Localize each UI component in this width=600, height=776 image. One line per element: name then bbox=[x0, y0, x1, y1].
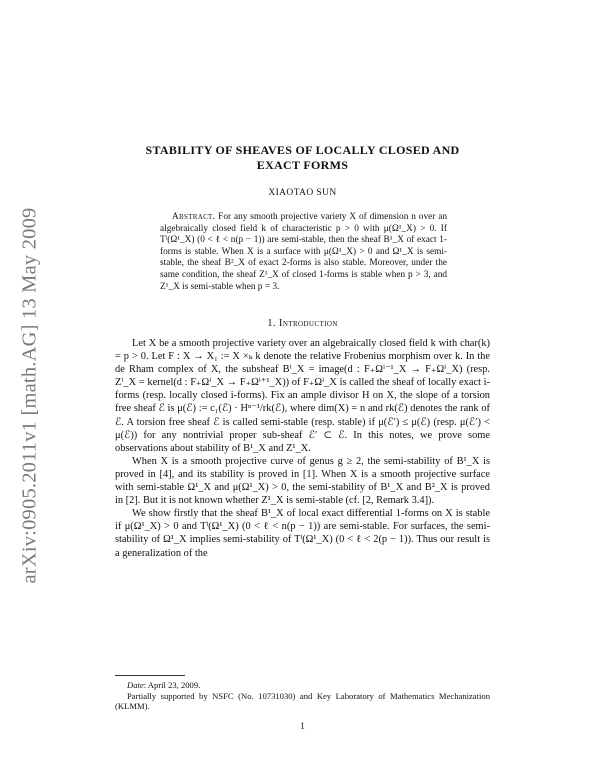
section-number: 1. bbox=[267, 318, 276, 329]
abstract bbox=[160, 212, 447, 293]
footnote-date bbox=[115, 680, 490, 691]
abstract-text: For any smooth projective variety X of dimension n over an algebraically closed field k of characteristic p > 0 with μ(Ω¹_X) > 0. If Tˡ(Ω¹_X) (0 < ℓ < n(p − 1)) are semi-stable, then the sheaf B¹_X of exact 1-forms is stable. When X is a surface with μ(Ω¹_X) > 0 and Ω¹_X is semi-stable, the sheaf B²_X of exact 2-forms is also stable. Moreover, under the same condition, the sheaf Z¹_X of closed 1-forms is stable when p > 3, and Z¹_X is semi-stable when p = 3. bbox=[160, 212, 447, 292]
page-number: 1 bbox=[300, 722, 305, 732]
paper-title-line-2: EXACT FORMS bbox=[256, 158, 349, 172]
paper-title bbox=[115, 143, 490, 173]
footnote-date-label: Date bbox=[127, 680, 144, 690]
paragraph: When X is a smooth projective curve of genus g ≥ 2, the semi-stability of B¹_X is proved in [4], and its stability is proved in [1]. When X is a smooth projective surface with semi-stable Ω¹_X and μ(Ω¹_X) > 0, the semi-stability of B¹_X and B²_X is proved in [2]. But it is not known whether Z¹_X is semi-stable (cf. [2, Remark 3.4]). bbox=[115, 455, 490, 507]
section-title: Introduction bbox=[278, 318, 338, 329]
abstract-label: Abstract. bbox=[172, 212, 216, 222]
section-heading bbox=[115, 318, 490, 329]
arxiv-identifier bbox=[10, 185, 50, 605]
footnote-date-value: : April 23, 2009. bbox=[143, 680, 201, 690]
paper-title-line-1: STABILITY OF SHEAVES OF LOCALLY CLOSED AND bbox=[145, 143, 460, 157]
arxiv-identifier-text: arXiv:0905.2011v1 [math.AG] 13 May 2009 bbox=[18, 207, 41, 583]
author-name: XIAOTAO SUN bbox=[268, 188, 337, 198]
paragraph: We show firstly that the sheaf B¹_X of local exact differential 1-forms on X is stable if μ(Ω¹_X) > 0 and Tˡ(Ω¹_X) (0 < ℓ < n(p − 1)) are semi-stable. For surfaces, the semi-stability of Ω¹_X implies semi-stability of Tˡ(Ω¹_X) (0 < ℓ < 2(p − 1)). Thus our result is a generalization of the bbox=[115, 508, 490, 559]
paragraph: Let X be a smooth projective variety over an algebraically closed field k with char(k) = p > 0. Let F : X → X₁ := X ×ₖ k denote the relative Frobenius morphism over k. In the de Rham complex of X, the subsheaf Bⁱ_X = image(d : F₊Ωⁱ⁻¹_X → F₊Ωⁱ_X) (resp. Zⁱ_X = kernel(d : F₊Ωⁱ_X → F₊Ωⁱ⁺¹_X)) of F₊Ωⁱ_X is called the sheaf of locally exact i-forms (resp. locally closed i-forms). Fix an ample divisor H on X, the slope of a torsion free sheaf ℰ is μ(ℰ) := c₁(ℰ) · Hⁿ⁻¹/rk(ℰ), where dim(X) = n and rk(ℰ) denotes the rank of ℰ. A torsion free sheaf ℰ is called semi-stable (resp. stable) if μ(ℰ′) ≤ μ(ℰ) (resp. μ(ℰ′) < μ(ℰ)) for any nontrivial proper sub-sheaf ℰ′ ⊂ ℰ. In this notes, we prove some observations about stability of B¹_X and Z¹_X. bbox=[115, 338, 490, 454]
footnote-support: Partially supported by NSFC (No. 10731030) and Key Laboratory of Mathematics Mechanization (KLMM). bbox=[115, 690, 490, 712]
footnotes bbox=[115, 680, 490, 712]
footnote-rule bbox=[115, 675, 185, 676]
introduction-body bbox=[115, 337, 490, 560]
